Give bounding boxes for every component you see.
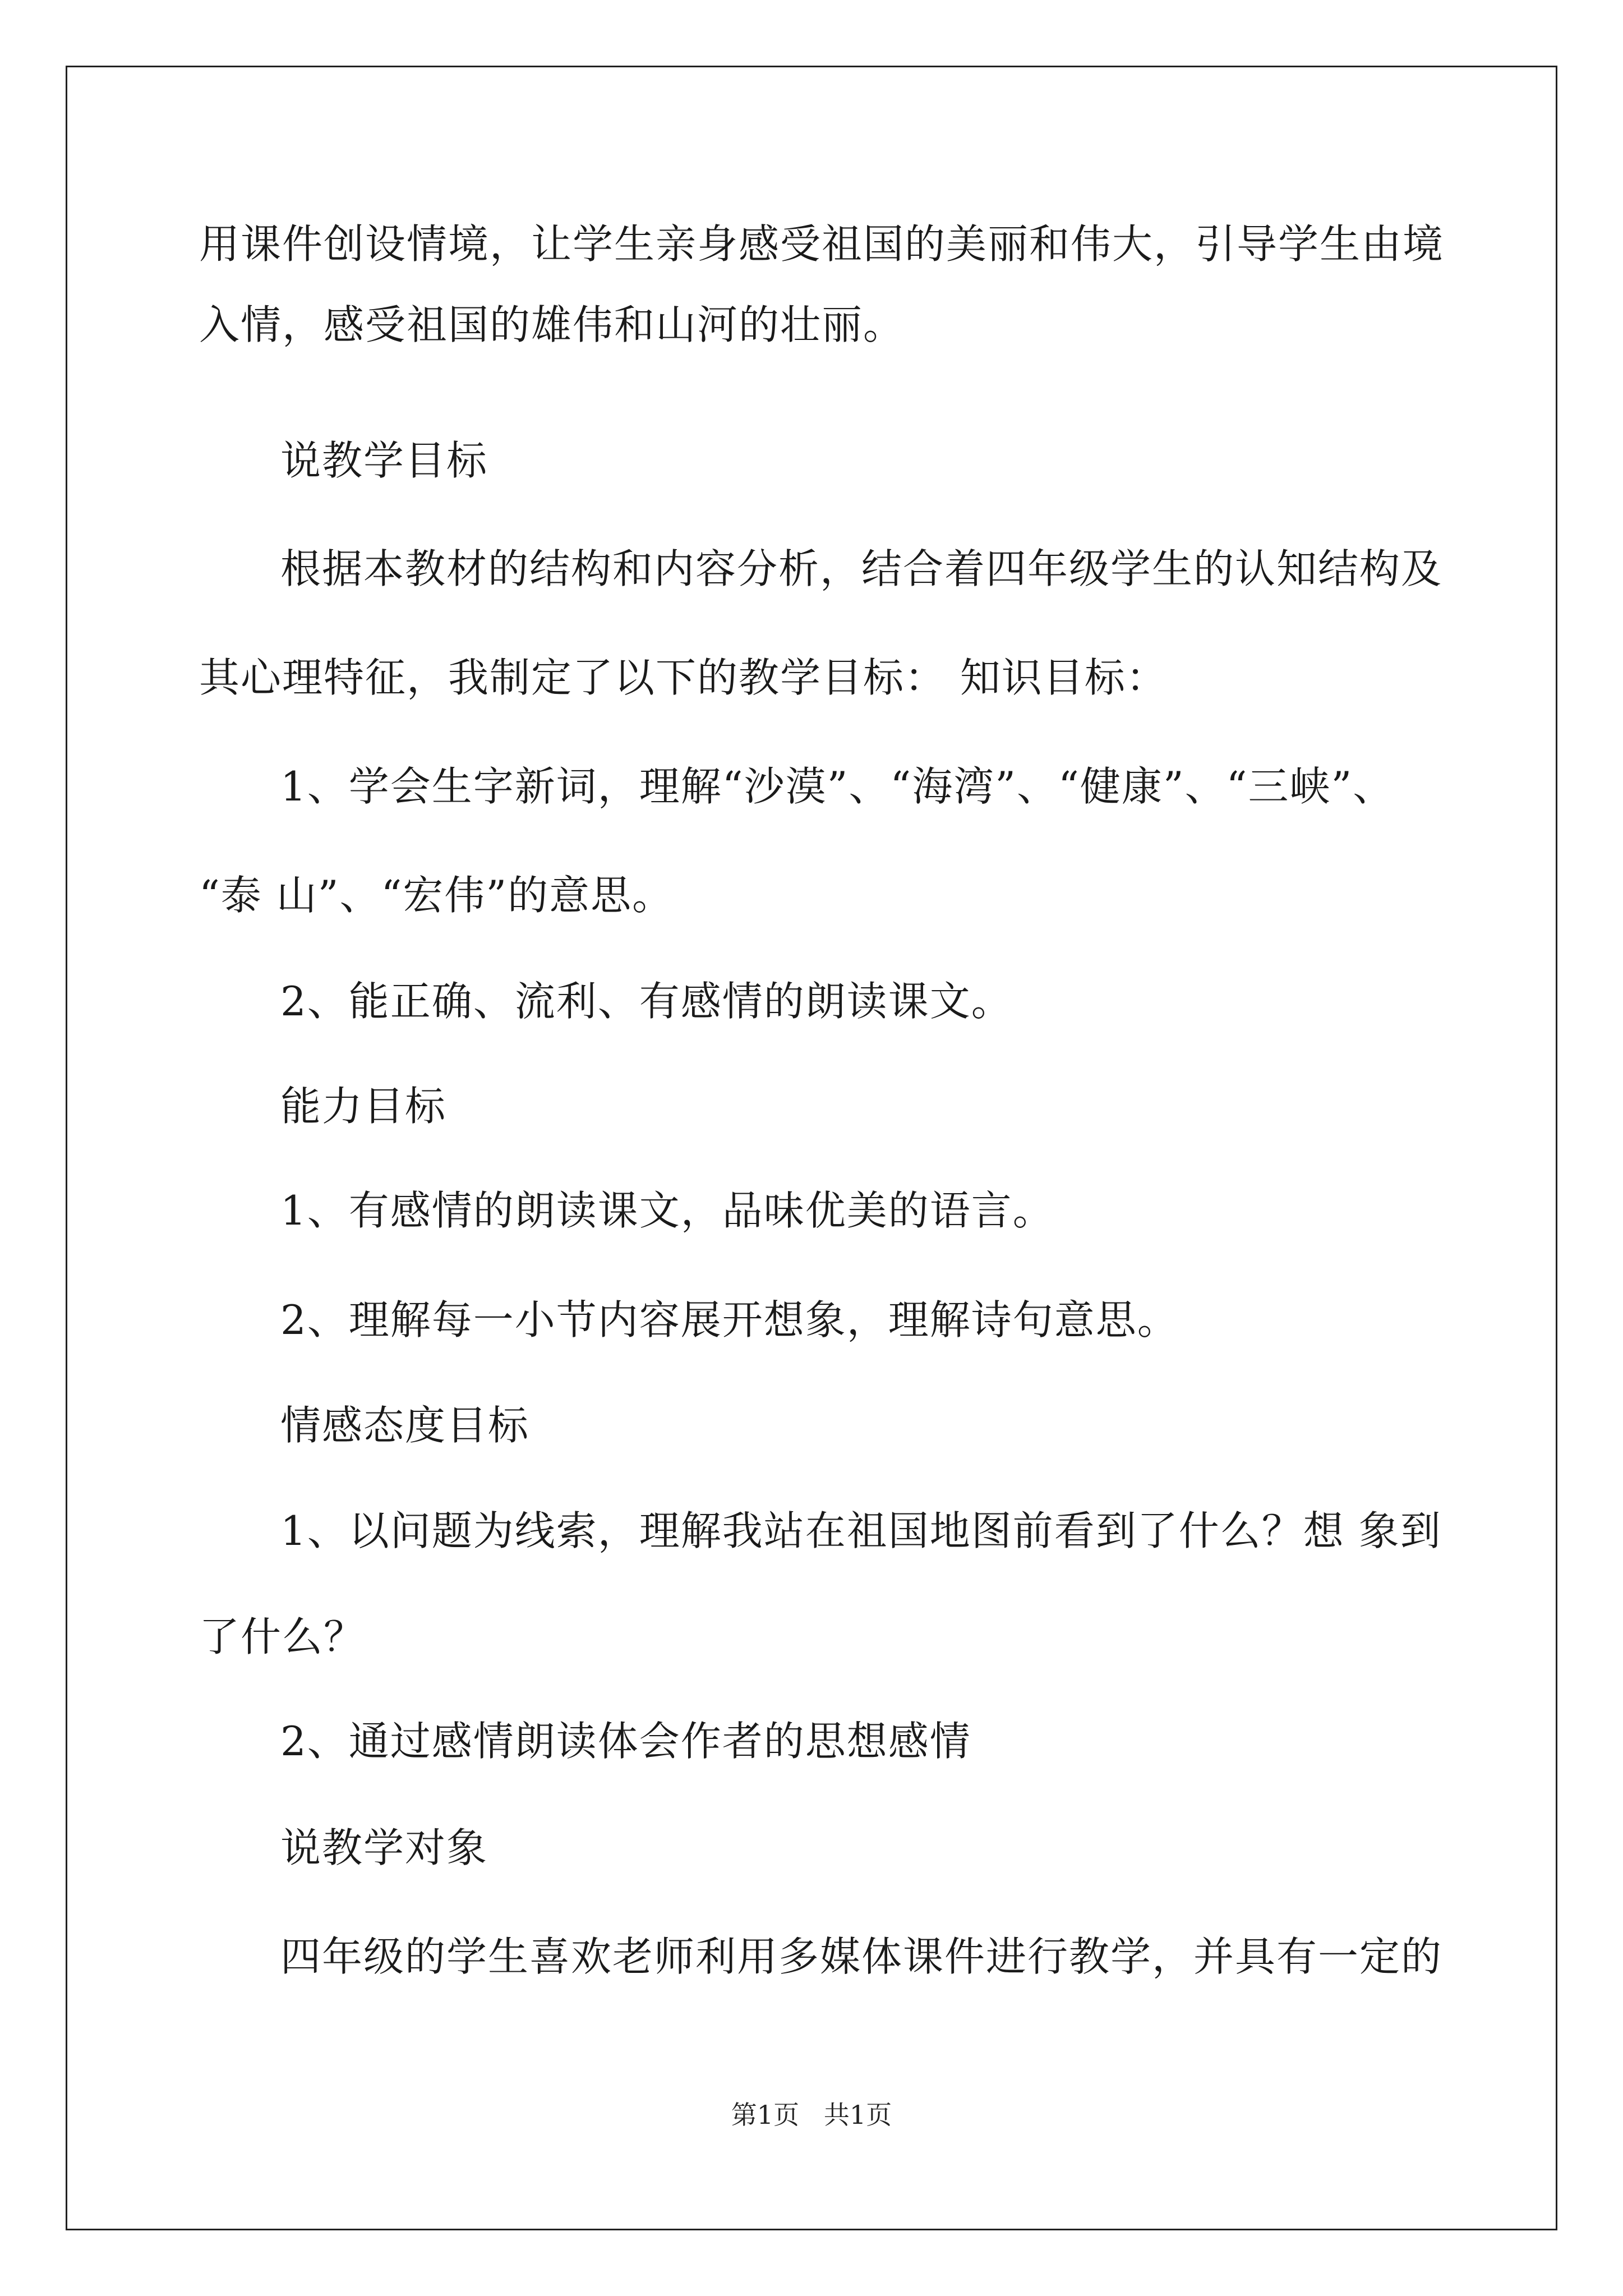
section-heading: 情感态度目标 xyxy=(280,1402,530,1449)
text-line: 2、理解每一小节内容展开想象，理解诗句意思。 xyxy=(280,1296,1179,1343)
section-heading: 说教学目标 xyxy=(280,437,488,484)
text-line: 入情，感受祖国的雄伟和山河的壮丽。 xyxy=(199,301,905,348)
text-line: 2、通过感情朗读体会作者的思想感情 xyxy=(280,1718,971,1765)
text-line: 根据本教材的结构和内容分析，结合着四年级学生的认知结构及 xyxy=(280,545,1443,592)
section-heading: 能力目标 xyxy=(280,1083,447,1130)
text-line: 四年级的学生喜欢老师利用多媒体课件进行教学，并具有一定的 xyxy=(280,1933,1443,1980)
text-line: 1、有感情的朗读课文，品味优美的语言。 xyxy=(280,1187,1054,1234)
page-border xyxy=(66,66,1557,2230)
text-line: 了什么？ xyxy=(199,1613,366,1660)
text-line: 用课件创设情境，让学生亲身感受祖国的美丽和伟大，引导学生由境 xyxy=(199,220,1445,268)
text-line: 1、以问题为线索，理解我站在祖国地图前看到了什么？想 象到 xyxy=(280,1507,1442,1554)
text-line: 2、能正确、流利、有感情的朗读课文。 xyxy=(280,978,1013,1025)
page-footer: 第1页 共1页 xyxy=(731,2100,892,2130)
text-line: “泰 山”、“宏伟”的意思。 xyxy=(199,872,674,919)
text-line: 1、学会生字新词，理解“沙漠”、“海湾”、“健康”、“三峡”、 xyxy=(280,763,1395,810)
text-line: 其心理特征，我制定了以下的教学目标： 知识目标： xyxy=(199,654,1168,701)
section-heading: 说教学对象 xyxy=(280,1824,488,1871)
